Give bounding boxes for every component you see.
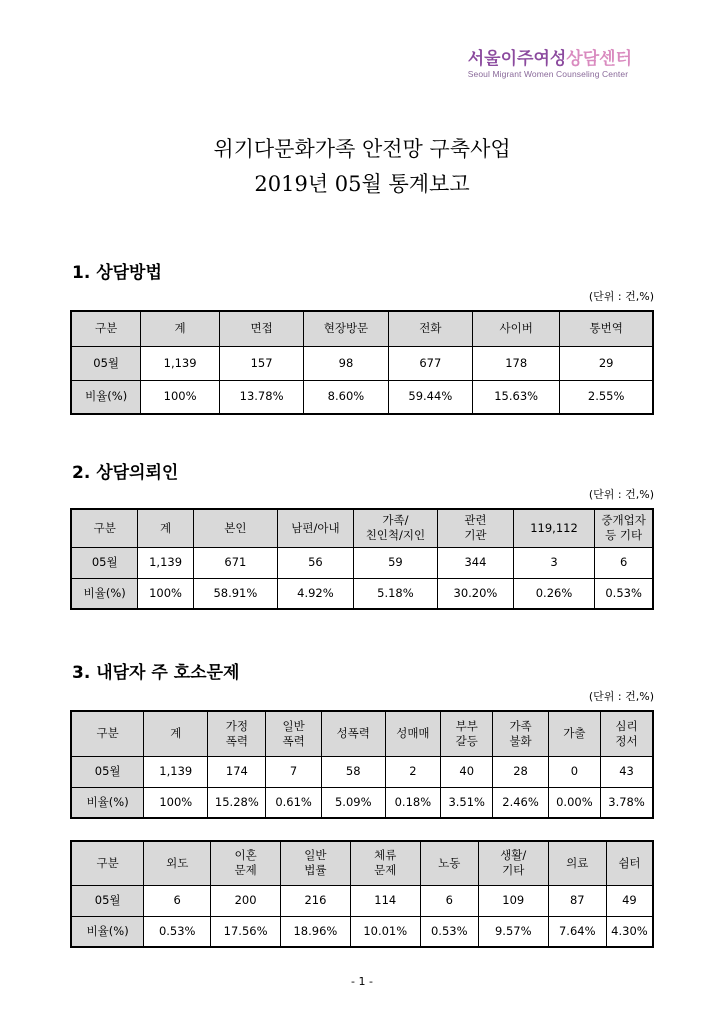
table-cell: 40 [441, 756, 493, 787]
table-header-cell: 체류 문제 [350, 841, 420, 885]
table-cell: 6 [420, 885, 478, 916]
table-header-row [71, 711, 653, 756]
table-header-cell: 남편/아내 [278, 509, 354, 547]
section-2-unit: (단위 : 건,%) [588, 488, 654, 501]
table-header-cell: 일반 폭력 [266, 711, 321, 756]
table-header-cell: 119,112 [513, 509, 594, 547]
table-header-cell: 본인 [193, 509, 277, 547]
table-cell: 56 [278, 547, 354, 578]
table-cell: 100% [141, 380, 220, 414]
table-cell: 1,139 [144, 756, 208, 787]
table-row [71, 916, 653, 947]
table-header-cell: 가정 폭력 [208, 711, 266, 756]
table-cell: 344 [438, 547, 514, 578]
center-logo [468, 44, 632, 79]
table-cell: 15.63% [473, 380, 560, 414]
table-cell: 5.09% [321, 787, 385, 818]
table-header-cell: 생활/ 기타 [478, 841, 548, 885]
table-header-cell: 구분 [71, 509, 138, 547]
table-cell: 10.01% [350, 916, 420, 947]
table-cell: 178 [473, 346, 560, 380]
table-cell: 4.30% [606, 916, 653, 947]
table-cell: 29 [560, 346, 653, 380]
table-cell: 2.46% [493, 787, 548, 818]
table-cell: 43 [601, 756, 653, 787]
section-1-heading: 1. 상담방법 [72, 263, 162, 283]
table-header-cell: 구분 [71, 311, 141, 346]
table-cell: 3 [513, 547, 594, 578]
table-header-cell: 전화 [388, 311, 472, 346]
table-header-cell: 성폭력 [321, 711, 385, 756]
table-cell: 7.64% [548, 916, 606, 947]
logo-text [468, 44, 632, 69]
table-cell: 2.55% [560, 380, 653, 414]
table-cell: 3.51% [441, 787, 493, 818]
table-header-cell: 사이버 [473, 311, 560, 346]
table-header-cell: 부부 갈등 [441, 711, 493, 756]
table-cell: 671 [193, 547, 277, 578]
table-row [71, 547, 653, 578]
section-1-unit: (단위 : 건,%) [588, 290, 654, 303]
title-line-2: 2019년 05월 통계보고 [254, 172, 470, 196]
table-cell: 3.78% [601, 787, 653, 818]
table-cell: 1,139 [141, 346, 220, 380]
table-header-cell: 가족/ 친인척/지인 [353, 509, 437, 547]
table-row [71, 578, 653, 609]
table-main-problem-b [70, 840, 654, 948]
table-cell: 13.78% [219, 380, 303, 414]
table-cell: 0.61% [266, 787, 321, 818]
table-cell: 0 [548, 756, 600, 787]
table-header-cell: 중개업자 등 기타 [595, 509, 653, 547]
table-cell: 100% [144, 787, 208, 818]
table-cell: 0.53% [595, 578, 653, 609]
row-label-cell: 05월 [71, 346, 141, 380]
table-header-cell: 가출 [548, 711, 600, 756]
table-cell: 30.20% [438, 578, 514, 609]
table-header-row [71, 841, 653, 885]
table-cell: 17.56% [211, 916, 281, 947]
table-cell: 0.26% [513, 578, 594, 609]
table-cell: 87 [548, 885, 606, 916]
table-cell: 7 [266, 756, 321, 787]
table-cell: 0.18% [385, 787, 440, 818]
table-cell: 6 [144, 885, 211, 916]
table-cell: 28 [493, 756, 548, 787]
table-cell: 4.92% [278, 578, 354, 609]
table-header-cell: 의료 [548, 841, 606, 885]
table-header-cell: 성매매 [385, 711, 440, 756]
table-header-row [71, 311, 653, 346]
table-cell: 15.28% [208, 787, 266, 818]
table-header-cell: 통번역 [560, 311, 653, 346]
table-row [71, 787, 653, 818]
table-header-cell: 일반 법률 [281, 841, 351, 885]
table-cell: 2 [385, 756, 440, 787]
row-label-cell: 05월 [71, 756, 144, 787]
row-label-cell: 비율(%) [71, 578, 138, 609]
table-cell: 8.60% [304, 380, 388, 414]
table-header-cell: 현장방문 [304, 311, 388, 346]
title-line-1: 위기다문화가족 안전망 구축사업 [213, 137, 511, 161]
section-3-unit: (단위 : 건,%) [588, 690, 654, 703]
row-label-cell: 비율(%) [71, 380, 141, 414]
table-main-problem-a [70, 710, 654, 819]
table-cell: 677 [388, 346, 472, 380]
section-2-heading: 2. 상담의뢰인 [72, 463, 179, 483]
table-cell: 49 [606, 885, 653, 916]
table-header-cell: 심리 정서 [601, 711, 653, 756]
row-label-cell: 05월 [71, 885, 144, 916]
table-requester [70, 508, 654, 610]
logo-text-part2: 상담센터 [566, 49, 632, 69]
table-consultation-method [70, 310, 654, 415]
row-label-cell: 비율(%) [71, 787, 144, 818]
table-cell: 98 [304, 346, 388, 380]
logo-text-part1: 서울이주여성 [467, 49, 567, 69]
table-cell: 58.91% [193, 578, 277, 609]
table-header-cell: 이혼 문제 [211, 841, 281, 885]
table-cell: 200 [211, 885, 281, 916]
table-header-cell: 면접 [219, 311, 303, 346]
page-number: - 1 - [351, 975, 373, 988]
table-cell: 157 [219, 346, 303, 380]
table-cell: 9.57% [478, 916, 548, 947]
table-cell: 109 [478, 885, 548, 916]
table-cell: 174 [208, 756, 266, 787]
table-header-cell: 가족 불화 [493, 711, 548, 756]
table-cell: 216 [281, 885, 351, 916]
table-cell: 114 [350, 885, 420, 916]
table-header-cell: 계 [141, 311, 220, 346]
table-cell: 5.18% [353, 578, 437, 609]
table-header-cell: 쉼터 [606, 841, 653, 885]
table-cell: 0.53% [420, 916, 478, 947]
row-label-cell: 비율(%) [71, 916, 144, 947]
table-header-cell: 계 [138, 509, 193, 547]
table-cell: 6 [595, 547, 653, 578]
table-header-cell: 관련 기관 [438, 509, 514, 547]
table-header-cell: 구분 [71, 711, 144, 756]
table-cell: 100% [138, 578, 193, 609]
table-row [71, 756, 653, 787]
table-cell: 0.00% [548, 787, 600, 818]
table-cell: 1,139 [138, 547, 193, 578]
table-row [71, 346, 653, 380]
table-header-cell: 계 [144, 711, 208, 756]
table-header-cell: 노동 [420, 841, 478, 885]
table-header-cell: 외도 [144, 841, 211, 885]
table-header-row [71, 509, 653, 547]
logo-subtitle: Seoul Migrant Women Counseling Center [467, 69, 629, 79]
table-row [71, 885, 653, 916]
table-cell: 0.53% [144, 916, 211, 947]
table-cell: 18.96% [281, 916, 351, 947]
document-title [0, 132, 724, 202]
table-cell: 59 [353, 547, 437, 578]
row-label-cell: 05월 [71, 547, 138, 578]
table-cell: 58 [321, 756, 385, 787]
table-cell: 59.44% [388, 380, 472, 414]
table-row [71, 380, 653, 414]
section-3-heading: 3. 내담자 주 호소문제 [72, 663, 240, 683]
table-header-cell: 구분 [71, 841, 144, 885]
